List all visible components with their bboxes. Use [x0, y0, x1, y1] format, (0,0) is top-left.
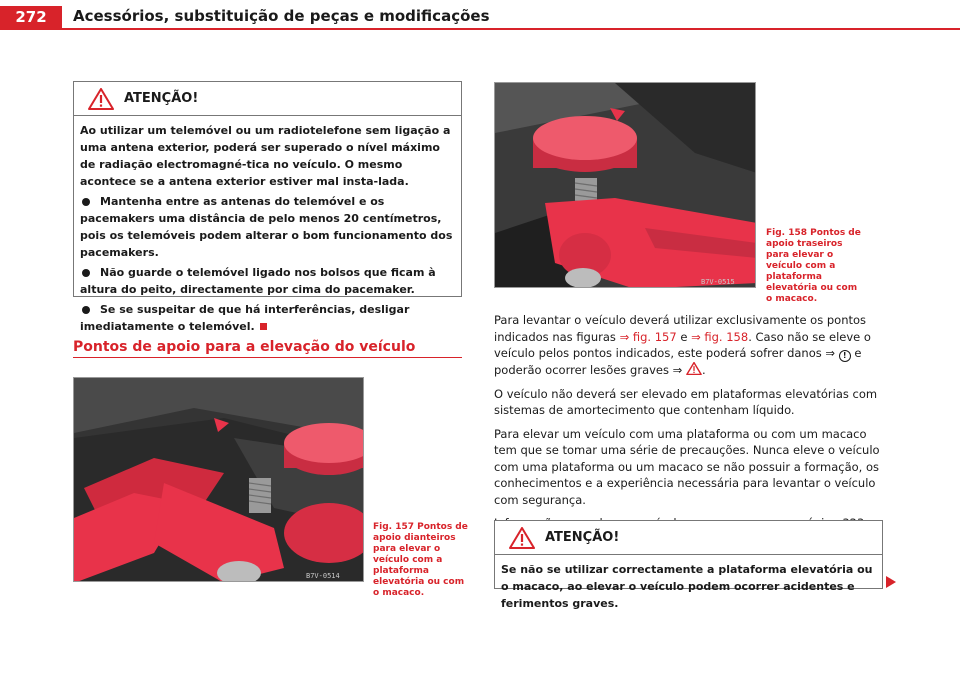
page-number: 272	[0, 6, 62, 28]
figure-158-link[interactable]: ⇒ fig. 158	[691, 329, 749, 344]
figure-code: B7V-0515	[701, 278, 735, 286]
header-rule	[0, 28, 960, 30]
body-text	[494, 312, 884, 539]
figure-157-caption: Fig. 157 Pontos de apoio dianteiros para elevar o veículo com a plataforma elevatória ou com o macaco.	[373, 522, 468, 598]
bullet-icon	[82, 198, 90, 206]
figure-157-image	[73, 377, 364, 582]
caution-circle-icon: !	[839, 350, 851, 362]
warning-header	[495, 521, 882, 555]
warning-box	[494, 520, 883, 610]
figure-158-caption: Fig. 158 Pontos de apoio traseiros para elevar o veículo com a plataforma elevatória ou com o macaco.	[766, 228, 861, 304]
next-page-arrow-icon	[886, 576, 896, 588]
section-rule	[73, 357, 462, 358]
warning-triangle-icon	[509, 527, 535, 549]
warning-text: Se não se utilizar correctamente a plataforma elevatória ou o macaco, ao elevar o veículo podem ocorrer acidentes e ferimentos graves.	[501, 563, 873, 610]
warning-box	[73, 81, 462, 333]
paragraph: Para levantar o veículo deverá utilizar exclusivamente os pontos indicados nas figuras ⇒ fig. 157 e ⇒ fig. 158. Caso não se eleve o veículo pelos pontos indicados, este poderá sofrer danos ⇒ ! e poderão ocorrer lesões graves ⇒ .	[494, 313, 871, 377]
warning-body	[495, 555, 882, 619]
figure-158-image	[494, 82, 756, 288]
bullet-icon	[82, 306, 90, 314]
bullet-icon	[82, 269, 90, 277]
figure-157-link[interactable]: ⇒ fig. 157	[619, 329, 677, 344]
warning-triangle-icon	[686, 362, 702, 375]
warning-title: ATENÇÃO!	[545, 530, 620, 545]
warning-bullet: Se se suspeitar de que há interferências, desligar imediatamente o telemóvel.	[80, 303, 410, 333]
chapter-title: Acessórios, substituição de peças e modificações	[73, 7, 490, 25]
paragraph: O veículo não deverá ser elevado em plataformas elevatórias com sistemas de amortecimento que contenham líquido.	[494, 386, 878, 417]
warning-bullet: Não guarde o telemóvel ligado nos bolsos que ficam à altura do peito, directamente por cima do pacemaker.	[80, 266, 436, 296]
end-of-section-icon	[260, 323, 267, 330]
figure-code: B7V-0514	[306, 572, 340, 580]
warning-title: ATENÇÃO!	[124, 91, 199, 106]
warning-header	[74, 82, 461, 116]
paragraph: Para elevar um veículo com uma plataforma ou com um macaco tem que se tomar uma série de precauções. Nunca eleve o veículo com uma plataforma ou um macaco se não possuir a formação, os conhecimentos e a experiência necessária para levantar o veículo com segurança.	[494, 426, 880, 507]
warning-triangle-icon	[88, 88, 114, 110]
warning-body	[74, 116, 461, 342]
warning-bullet: Mantenha entre as antenas do telemóvel e os pacemakers uma distância de pelo menos 20 centímetros, pois os telemóveis podem alterar o bom funcionamento dos pacemakers.	[80, 195, 453, 259]
warning-intro: Ao utilizar um telemóvel ou um radiotelefone sem ligação a uma antena exterior, poderá ser superado o nível máximo de radiação electromagné-tica no veículo. O mesmo acontece se a antena exterior estiver mal insta-lada.	[80, 124, 451, 188]
section-title: Pontos de apoio para a elevação do veículo	[73, 339, 416, 355]
page-header	[0, 0, 960, 30]
